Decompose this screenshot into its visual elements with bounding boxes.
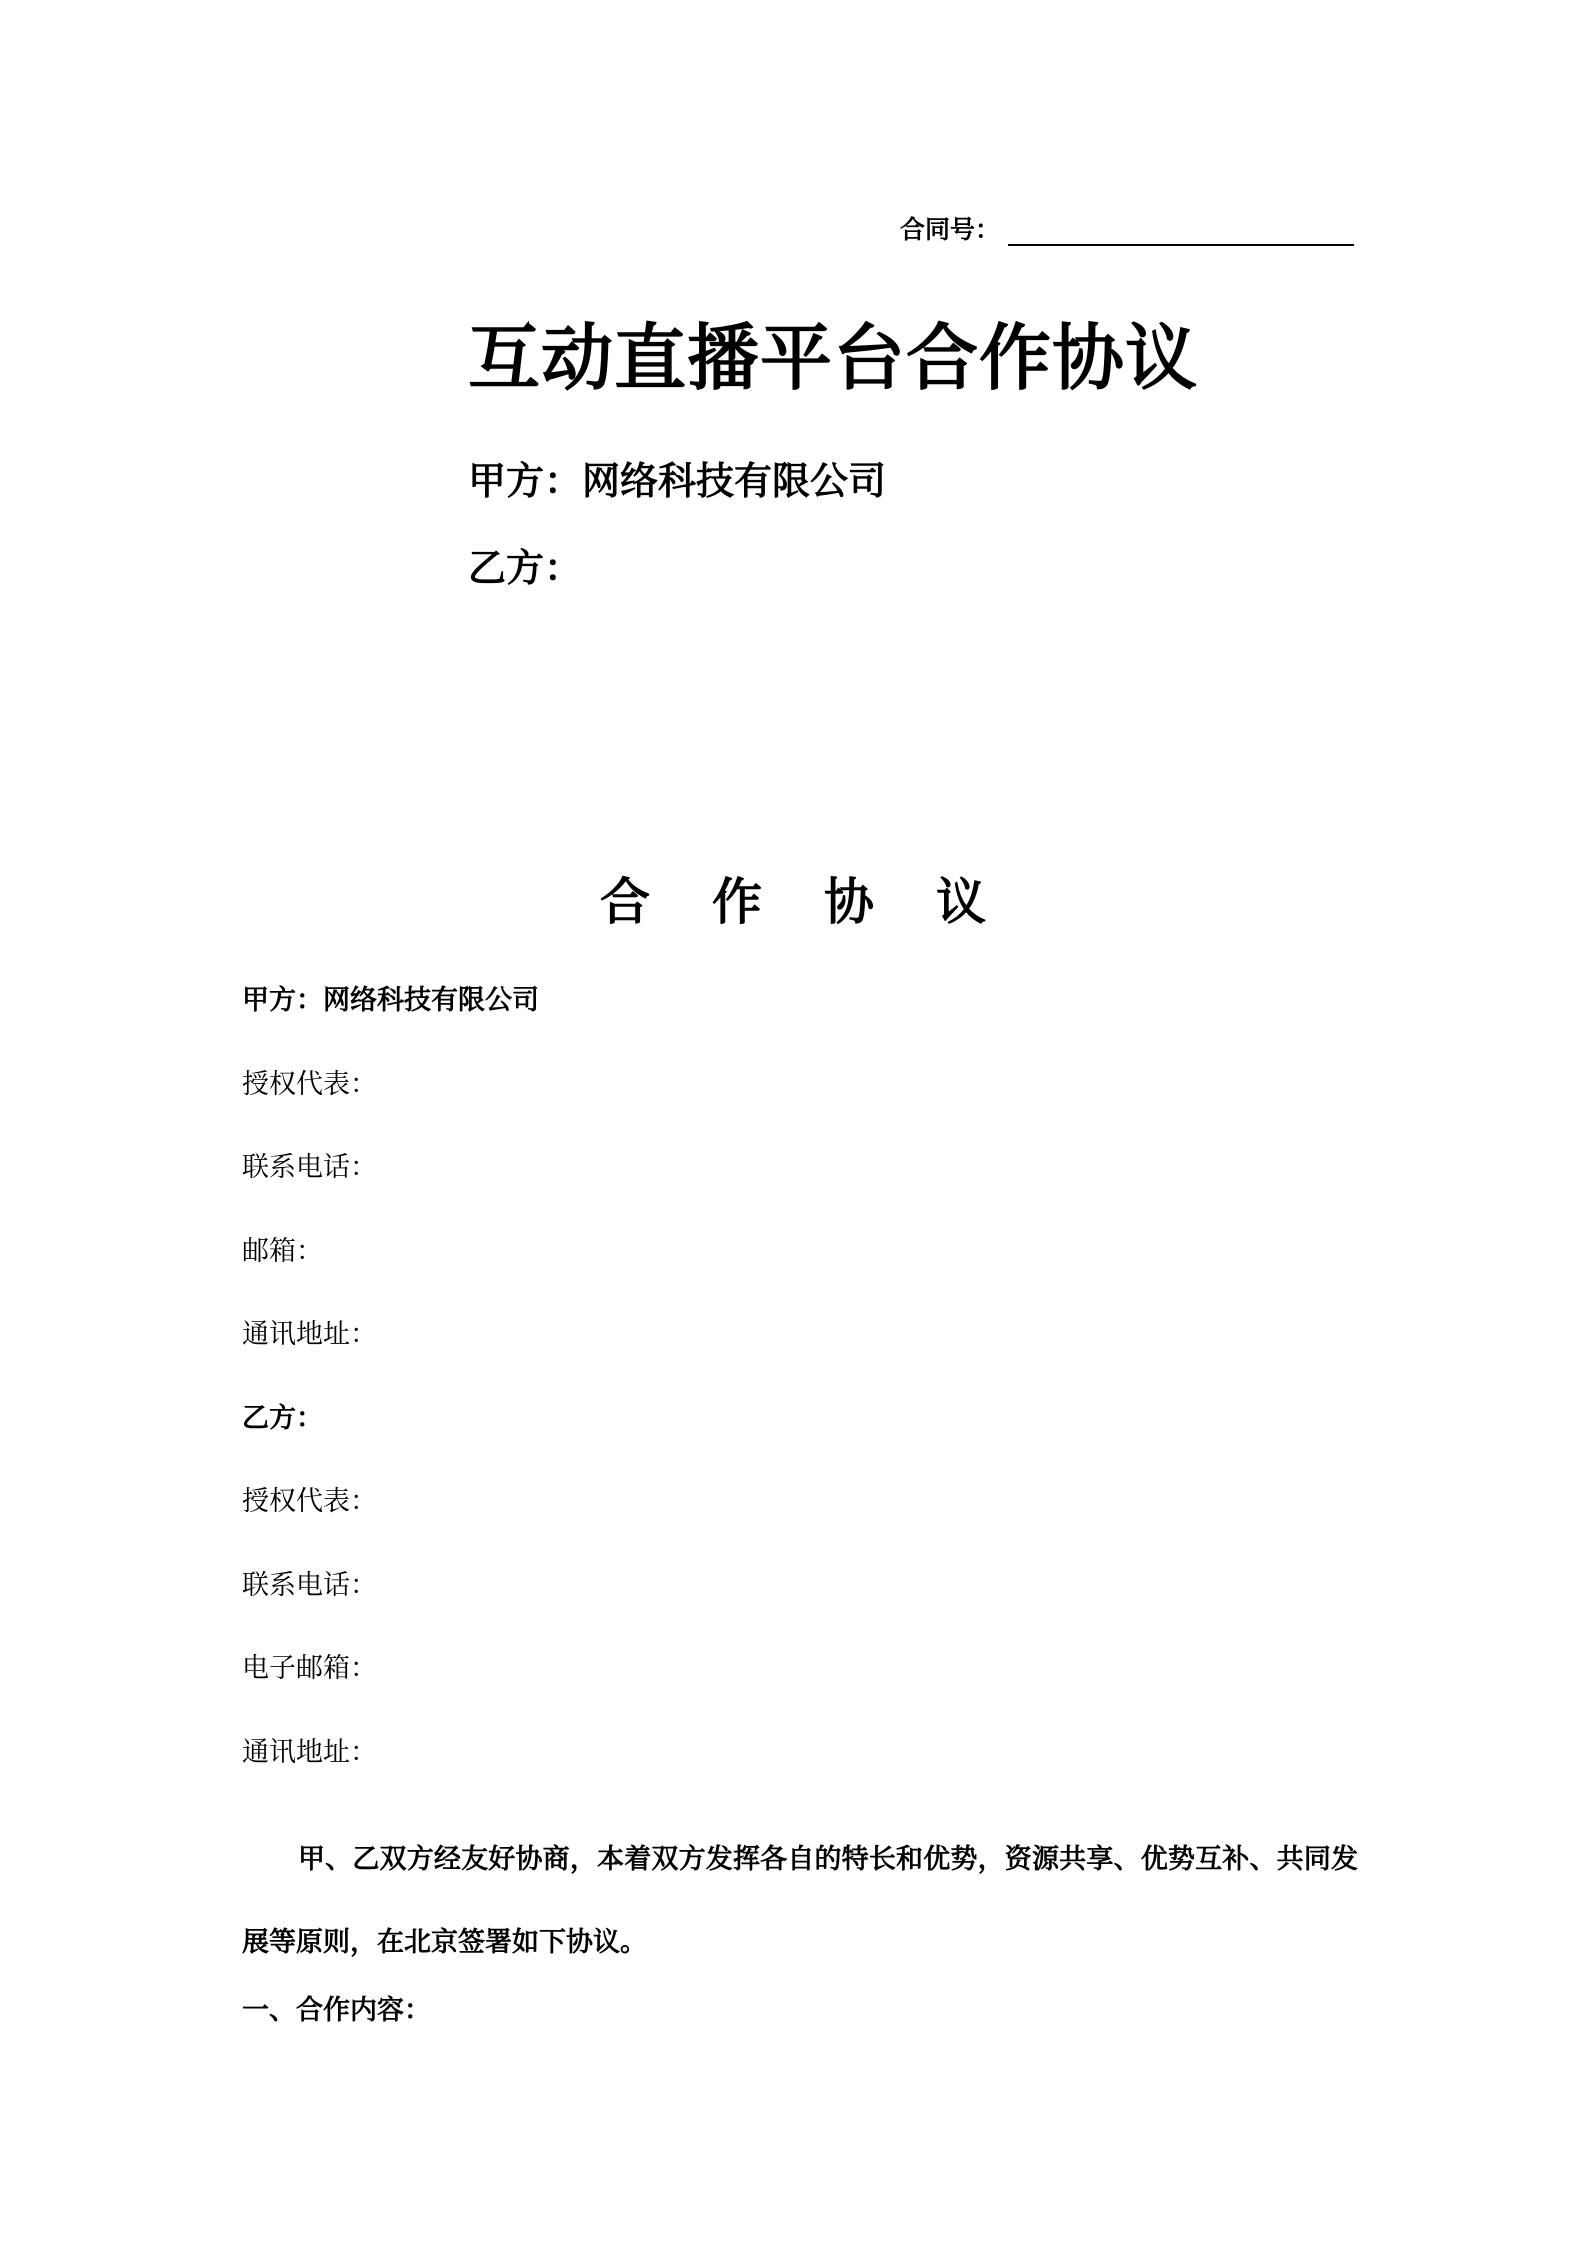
cover-title: 互动直播平台合作协议 — [468, 316, 1199, 400]
section-heading-cooperation-content: 一、合作内容： — [242, 1995, 431, 2026]
intro-paragraph: 甲、乙双方经友好协商，本着双方发挥各自的特长和优势，资源共享、优势互补、共同发展等原则，在北京签署如下协议。 — [242, 1844, 1358, 1958]
party-a-representative: 授权代表： — [242, 1068, 377, 1100]
party-b-phone: 联系电话： — [242, 1569, 377, 1601]
party-b-representative: 授权代表： — [242, 1486, 377, 1517]
contract-number-label: 合同号： — [900, 215, 1001, 244]
agreement-title: 合作协议 — [600, 873, 1048, 931]
party-b-email: 电子邮箱： — [242, 1653, 377, 1684]
party-a-address: 通讯地址： — [242, 1319, 377, 1350]
party-a-name: 甲方：网络科技有限公司 — [242, 985, 539, 1016]
party-info-block — [242, 984, 1362, 1819]
contract-number-blank-line — [1008, 216, 1354, 246]
cover-party-b: 乙方： — [468, 546, 583, 590]
party-a-phone: 联系电话： — [242, 1152, 377, 1183]
party-b-name: 乙方： — [242, 1402, 323, 1434]
party-b-address: 通讯地址： — [242, 1736, 377, 1768]
party-a-email: 邮箱： — [242, 1235, 323, 1267]
cover-party-a: 甲方：网络科技有限公司 — [468, 459, 887, 503]
contract-number — [900, 210, 1354, 246]
